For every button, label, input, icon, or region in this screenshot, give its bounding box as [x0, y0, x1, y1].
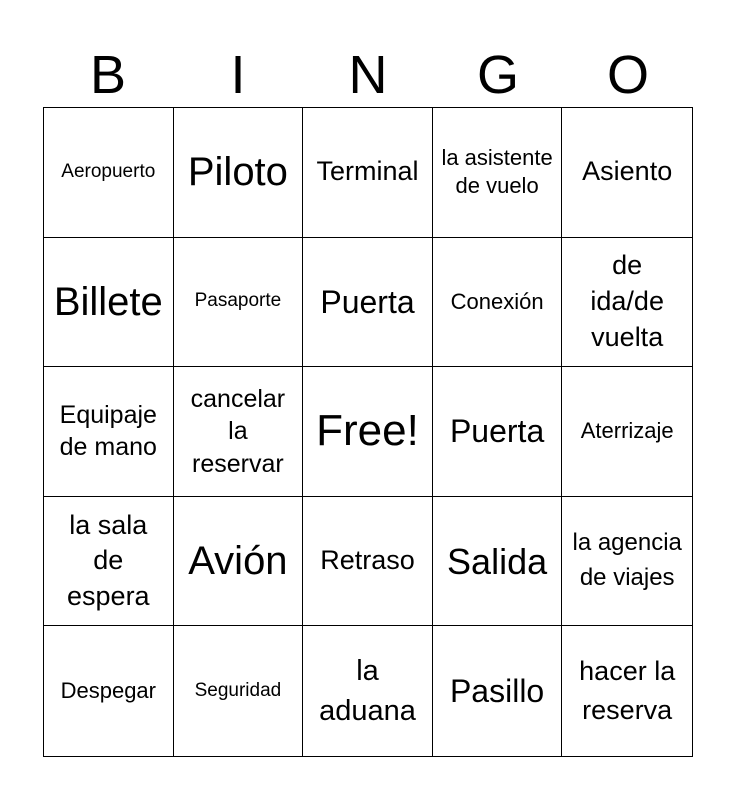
- bingo-cell[interactable]: [174, 497, 304, 627]
- bingo-cell[interactable]: [433, 497, 563, 627]
- bingo-cell[interactable]: [303, 497, 433, 627]
- bingo-cell[interactable]: [433, 108, 563, 238]
- bingo-cell[interactable]: [303, 238, 433, 368]
- bingo-cell[interactable]: [562, 108, 692, 238]
- cell-text: Piloto: [187, 150, 288, 195]
- cell-text: la aduana: [319, 654, 416, 728]
- bingo-cell[interactable]: [303, 367, 433, 497]
- bingo-cell[interactable]: [44, 238, 174, 368]
- bingo-cell[interactable]: [303, 108, 433, 238]
- cell-text: Free!: [316, 406, 419, 456]
- cell-text: Aterrizaje: [580, 418, 674, 444]
- cell-text: Aeropuerto: [61, 160, 156, 182]
- bingo-cell[interactable]: [562, 367, 692, 497]
- cell-text: Asiento: [582, 156, 673, 187]
- cell-text: la sala de espera: [67, 509, 150, 611]
- header-letter-o: O: [606, 45, 649, 105]
- bingo-cell[interactable]: [562, 238, 692, 368]
- bingo-cell[interactable]: [562, 626, 692, 756]
- cell-text: Pasillo: [449, 673, 545, 709]
- cell-text: Equipaje de mano: [59, 400, 157, 462]
- cell-text: la agencia de viajes: [572, 529, 682, 592]
- cell-text: Retraso: [320, 545, 415, 576]
- bingo-header: [43, 42, 693, 108]
- cell-text: Conexión: [450, 288, 544, 314]
- bingo-cell[interactable]: [174, 108, 304, 238]
- cell-text: Avión: [188, 539, 288, 584]
- cell-text: la asistente de vuelo: [441, 144, 553, 199]
- bingo-cell[interactable]: [174, 238, 304, 368]
- cell-text: Seguridad: [194, 679, 282, 701]
- header-letter-g: G: [476, 45, 519, 105]
- cell-text: Pasaporte: [194, 290, 282, 312]
- cell-text: Billete: [53, 279, 163, 324]
- bingo-cell[interactable]: [44, 497, 174, 627]
- bingo-cell[interactable]: [433, 238, 563, 368]
- header-letter-i: I: [230, 45, 246, 105]
- cell-text: de ida/de vuelta: [590, 250, 664, 352]
- header-letter-b: B: [89, 45, 127, 105]
- header-letter-n: N: [348, 45, 388, 105]
- cell-text: cancelar la reservar: [190, 384, 286, 478]
- bingo-board: [43, 107, 693, 757]
- cell-text: Despegar: [60, 678, 156, 703]
- cell-text: Puerta: [449, 413, 545, 450]
- bingo-cell[interactable]: [433, 626, 563, 756]
- bingo-cell[interactable]: [44, 367, 174, 497]
- bingo-cell[interactable]: [44, 108, 174, 238]
- bingo-cell[interactable]: [174, 626, 304, 756]
- bingo-cell[interactable]: [174, 367, 304, 497]
- bingo-cell[interactable]: [562, 497, 692, 627]
- cell-text: Terminal: [316, 156, 419, 187]
- cell-text: Salida: [447, 540, 548, 582]
- bingo-cell[interactable]: [303, 626, 433, 756]
- bingo-cell[interactable]: [44, 626, 174, 756]
- cell-text: Puerta: [320, 283, 415, 320]
- bingo-cell[interactable]: [433, 367, 563, 497]
- cell-text: hacer la reserva: [579, 656, 676, 726]
